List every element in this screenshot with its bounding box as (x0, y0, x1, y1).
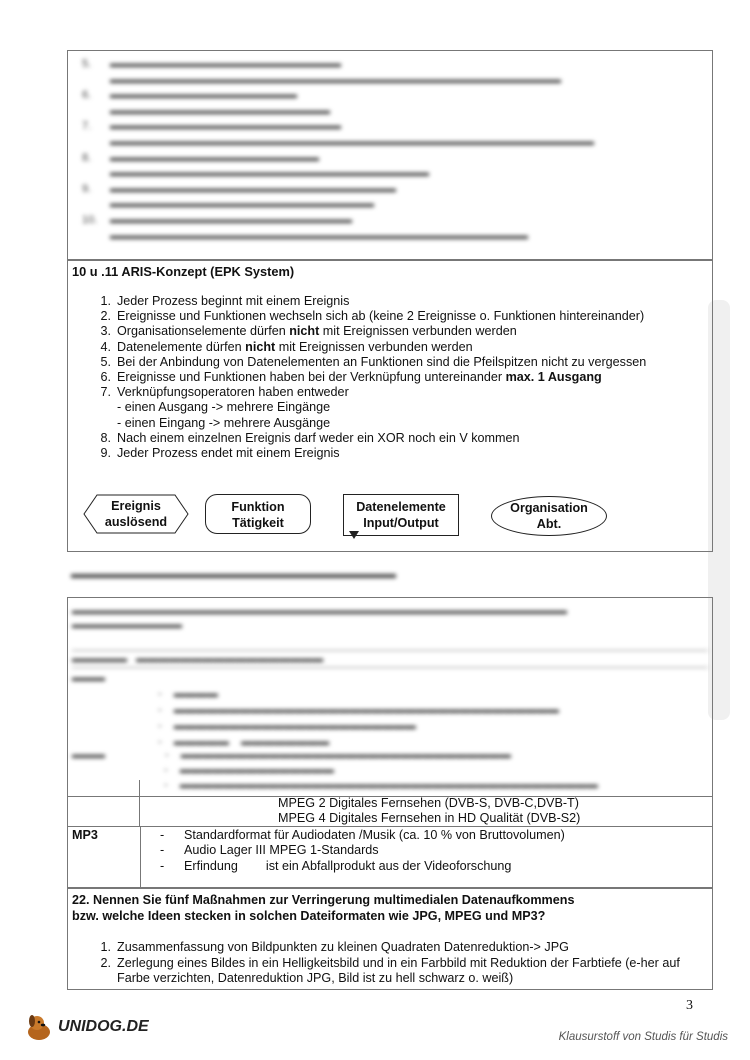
dog-icon (24, 1012, 54, 1042)
table-column-divider (139, 780, 140, 826)
aris-rule-text (117, 340, 473, 355)
aris-rule (68, 294, 714, 309)
bullet-dash: - (160, 858, 165, 873)
question-22 (67, 888, 713, 990)
emphasis: nicht (289, 324, 320, 339)
mp3-properties (160, 828, 565, 874)
shape-ereignis (83, 494, 189, 534)
mp3-property (160, 828, 565, 843)
question-22-title-line1: 22. Nennen Sie fünf Maßnahmen zur Verringerung multimedialen Datenaufkommens (72, 893, 575, 907)
text-run: Ereignisse und Funktionen haben bei der Verknüpfung untereinander (117, 370, 506, 385)
aris-rule-number: 7. (100, 385, 111, 400)
aris-rule-text (117, 309, 644, 324)
logo-text: UNIDOG.DE (58, 1018, 149, 1035)
blurred-table-mpeg: ▬▬▬ - ▬▬▬▬▬▬▬▬▬▬▬▬▬▬▬▬▬▬▬▬▬▬▬▬▬▬▬▬▬▬ - ▬▬▬▬▬▬▬▬▬▬▬▬▬▬ - ▬▬▬▬▬▬▬▬▬▬▬▬▬▬▬▬▬▬▬▬▬▬▬▬▬▬▬▬▬▬▬▬▬▬▬▬▬▬ (72, 749, 598, 791)
aris-rule-number: 8. (100, 430, 111, 445)
table-border-right (712, 780, 713, 826)
shape-funktion-line1: Funktion (231, 500, 285, 514)
aris-rule-text: Nach einem einzelnen Ereignis darf weder ein XOR noch ein V kommen (117, 430, 520, 445)
text-run: Verknüpfungsoperatoren haben entweder (117, 385, 349, 400)
aris-sub-item: - einen Ausgang -> mehrere Eingänge (117, 400, 331, 415)
watermark (704, 300, 734, 720)
mpeg-line-1: MPEG 2 Digitales Fernsehen (DVB-S, DVB-C,DVB-T) (278, 796, 579, 810)
aris-rule-number: 6. (100, 370, 111, 385)
aris-rule (68, 385, 714, 400)
shape-funktion-line2: Tätigkeit (232, 515, 284, 530)
aris-rule-number: 2. (100, 309, 111, 324)
shape-daten-line2: Input/Output (363, 515, 439, 530)
shape-daten (343, 494, 459, 536)
blurred-text: 5. ▬▬▬▬▬▬▬▬▬▬▬▬▬▬▬▬▬▬▬▬▬ ▬▬▬▬▬▬▬▬▬▬▬▬▬▬▬▬▬▬▬▬▬▬▬▬▬▬▬▬▬▬▬▬▬▬▬▬▬▬▬▬▬ 6. ▬▬▬▬▬▬▬▬▬▬▬▬▬▬▬▬▬ ▬▬▬▬▬▬▬▬▬▬▬▬▬▬▬▬▬▬▬▬ 7. ▬▬▬▬▬▬▬▬▬▬▬▬▬▬▬▬▬▬▬▬▬ ▬▬▬▬▬▬▬▬▬▬▬▬▬▬▬▬▬▬▬▬▬▬▬▬▬▬▬▬▬▬▬▬▬▬▬▬▬▬▬▬▬▬▬▬ 8. ▬▬▬▬▬▬▬▬▬▬▬▬▬▬▬▬▬▬▬ ▬▬▬▬▬▬▬▬▬▬▬▬▬▬▬▬▬▬▬▬▬▬▬▬▬▬▬▬▬ 9. ▬▬▬▬▬▬▬▬▬▬▬▬▬▬▬▬▬▬▬▬▬▬▬▬▬▬ ▬▬▬▬▬▬▬▬▬▬▬▬▬▬▬▬▬▬▬▬▬▬▬▬ 10. ▬▬▬▬▬▬▬▬▬▬▬▬▬▬▬▬▬▬▬▬▬▬ ▬▬▬▬▬▬▬▬▬▬▬▬▬▬▬▬▬▬▬▬▬▬▬▬▬▬▬▬▬▬▬▬▬▬▬▬▬▬ (82, 58, 594, 242)
answer-number: 1. (100, 940, 111, 954)
table-column-divider (140, 827, 141, 887)
mp3-property (160, 859, 565, 874)
shape-organisation (491, 496, 607, 536)
footer-slogan: Klausurstoff von Studis für Studis (558, 1031, 728, 1043)
mp3-property (160, 843, 565, 858)
shape-funktion (205, 494, 311, 534)
text-run: Jeder Prozess beginnt mit einem Ereignis (117, 294, 350, 308)
mp3-row (67, 826, 713, 888)
blurred-section-top (67, 50, 713, 260)
aris-rule (68, 340, 714, 355)
mpeg-line-2: MPEG 4 Digitales Fernsehen in HD Qualität (DVB-S2) (278, 811, 581, 826)
page-number: 3 (686, 998, 693, 1013)
aris-rule-number: 5. (100, 354, 111, 369)
shape-daten-line1: Datenelemente (356, 500, 446, 514)
bullet-dash: - (160, 828, 165, 842)
answer-number: 2. (100, 955, 111, 970)
aris-rule-number: 3. (100, 324, 111, 339)
text-run: Bei der Anbindung von Datenelementen an Funktionen sind die Pfeilspitzen nicht zu vergessen (117, 354, 647, 369)
aris-rule (68, 309, 714, 324)
aris-rule-text (117, 294, 349, 309)
text-run: Ereignisse und Funktionen wechseln sich ab (keine 2 Ereignisse o. Funktionen hintereinander) (117, 309, 645, 324)
aris-sub-item: - einen Eingang -> mehrere Ausgänge (117, 415, 331, 430)
aris-rule (68, 446, 714, 461)
aris-rule-number: 9. (100, 446, 111, 461)
mp3-format: MP3 (72, 828, 98, 842)
aris-rule (68, 324, 714, 339)
logo (24, 1012, 149, 1042)
blurred-chapter-heading: ▬▬▬▬▬▬▬▬▬▬▬▬▬▬▬▬▬▬▬▬▬▬▬▬▬ (71, 566, 396, 581)
blurred-text: ▬▬▬▬▬▬▬▬▬▬▬▬▬▬▬▬▬▬▬▬▬▬▬▬▬▬▬▬▬▬▬▬▬▬▬▬▬▬▬▬▬▬▬▬▬ ▬▬▬▬▬▬▬▬▬▬ (72, 605, 567, 631)
aris-rule-text (117, 355, 646, 370)
aris-rule-text (117, 324, 517, 339)
bullet-dash: - (160, 843, 165, 858)
answer-text: Zusammenfassung von Bildpunkten zu kleinen Quadraten Datenreduktion-> JPG (117, 940, 569, 954)
mpeg-lines (278, 796, 580, 827)
aris-rule (68, 355, 714, 370)
text-run: mit Ereignissen verbunden werden (275, 339, 473, 354)
aris-rules-list (68, 294, 714, 461)
arrow-down-icon (349, 531, 359, 539)
question-22-title (72, 892, 574, 924)
aris-rule (68, 370, 714, 385)
answer-item (68, 956, 707, 987)
emphasis: nicht (245, 339, 276, 354)
mp3-property-text: Standardformat für Audiodaten /Musik (ca. 10 % von Bruttovolumen) (184, 828, 565, 842)
question-22-title-line2: bzw. welche Ideen stecken in solchen Dateiformaten wie JPG, MPEG und MP3? (72, 909, 546, 923)
aris-rule-text (117, 385, 349, 400)
aris-rule (68, 431, 714, 446)
text-run: Organisationselemente dürfen (117, 324, 290, 339)
blurred-section-q21 (67, 597, 713, 797)
shape-ereignis-line2: auslösend (104, 514, 168, 529)
blurred-table-jpg: ▬▬▬ - ▬▬▬▬ - ▬▬▬▬▬▬▬▬▬▬▬▬▬▬▬▬▬▬▬▬▬▬▬▬▬▬▬▬▬▬▬▬▬▬▬ - ▬▬▬▬▬▬▬▬▬▬▬▬▬▬▬▬▬▬▬▬▬▬ - ▬▬▬▬▬ ▬▬▬▬▬▬▬▬ (72, 672, 559, 748)
aris-rule-text (117, 370, 602, 385)
blurred-table-header: ▬▬▬▬▬ ▬▬▬▬▬▬▬▬▬▬▬▬▬▬▬▬▬ (72, 650, 708, 668)
aris-heading: 10 u .11 ARIS-Konzept (EPK System) (72, 264, 295, 279)
mp3-property-text: Audio Lager III MPEG 1-Standards (184, 843, 379, 858)
aris-rule-text: Jeder Prozess endet mit einem Ereignis (117, 446, 340, 461)
mp3-property-text: Erfindung ist ein Abfallprodukt aus der Videoforschung (184, 858, 512, 873)
aris-rule-number: 4. (100, 339, 111, 354)
question-22-answers (68, 940, 707, 987)
answer-item (68, 940, 707, 956)
text-run: Datenelemente dürfen (117, 339, 246, 354)
table-border-left (67, 780, 68, 826)
shape-organisation-line2: Abt. (536, 516, 562, 531)
shape-ereignis-line1: Ereignis (111, 499, 161, 513)
shape-organisation-line1: Organisation (510, 501, 588, 515)
aris-rule-number: 1. (100, 294, 111, 308)
text-run: mit Ereignissen verbunden werden (319, 324, 517, 339)
emphasis: max. 1 Ausgang (505, 370, 602, 385)
answer-text: Zerlegung eines Bildes in ein Helligkeitsbild und in ein Farbbild mit Reduktion der Farbtiefe (e-her auf Farbe verzichten, Datenreduktion JPG, Bild ist zu hell schwarz o. weiß) (117, 955, 680, 986)
